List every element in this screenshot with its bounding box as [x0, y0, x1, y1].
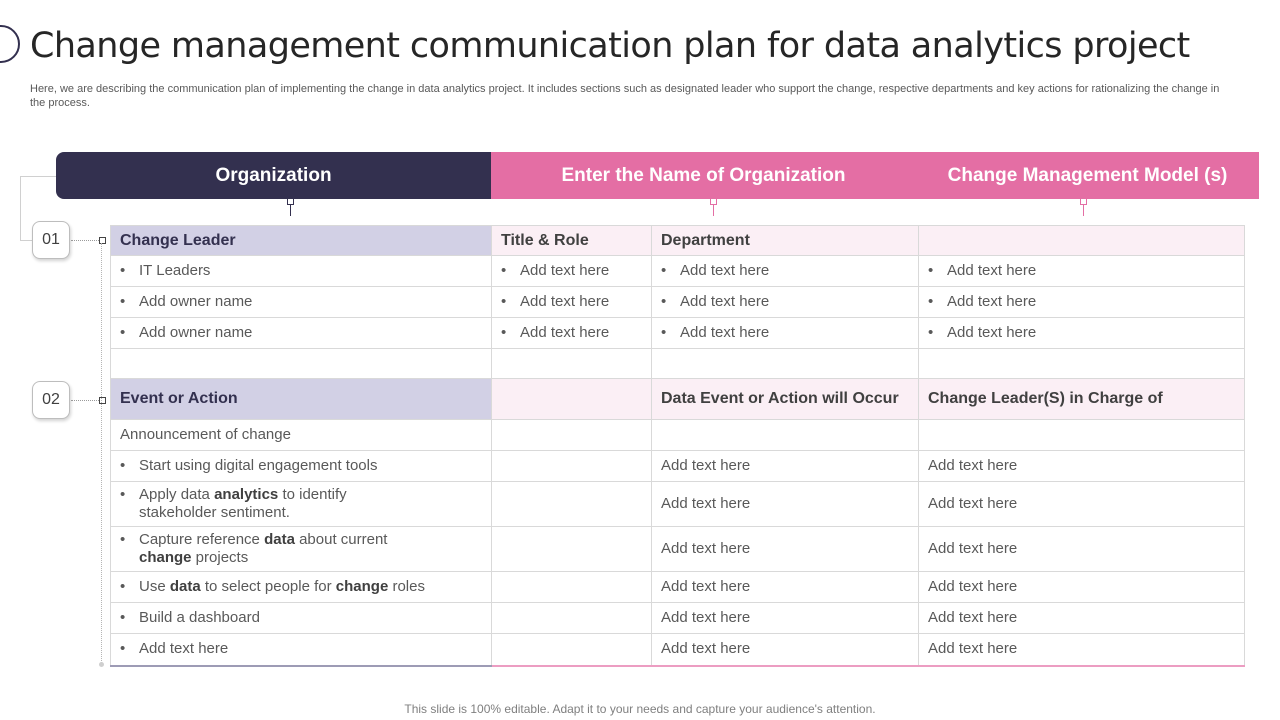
step-02-connector: [71, 400, 101, 401]
change-model-pin: [1083, 198, 1084, 216]
connector-line: [20, 240, 32, 241]
cell-event: [111, 482, 492, 527]
department-text: • Add text here: [661, 262, 909, 280]
event-text: • Apply data analytics to identify stakeholder sentiment.: [120, 486, 482, 522]
cell-department: [652, 256, 919, 287]
header-event-action: Event or Action: [111, 379, 492, 420]
table-header-row: [111, 379, 1245, 420]
title-role-text: • Add text here: [501, 262, 642, 280]
timeline-end-dot: [99, 662, 104, 667]
cell-event-occur: Add text here: [652, 527, 919, 572]
header-department: Department: [652, 226, 919, 256]
cell-event: [111, 603, 492, 634]
event-text: • Use data to select people for change roles: [120, 578, 482, 596]
event-text: • Add text here: [120, 640, 482, 658]
organization-name-banner: Enter the Name of Organization: [491, 152, 916, 199]
cell-event-occur: Add text here: [652, 572, 919, 603]
cell-department: [652, 318, 919, 349]
header-blank: [492, 379, 652, 420]
table-row: [111, 482, 1245, 527]
header-event-occur: Data Event or Action will Occur: [652, 379, 919, 420]
footer-note: This slide is 100% editable. Adapt it to your needs and capture your audience's attention.: [404, 702, 876, 716]
table-row: [111, 603, 1245, 634]
cell-announcement: Announcement of change: [111, 420, 492, 451]
cell-leader-in-charge: Add text here: [919, 482, 1245, 527]
cell-event: [111, 527, 492, 572]
communication-plan-table: [110, 225, 1245, 667]
event-text: • Capture reference data about current change projects: [120, 531, 482, 567]
header-title-role: Title & Role: [492, 226, 652, 256]
table-row: [111, 634, 1245, 666]
event-text: • Start using digital engagement tools: [120, 457, 482, 475]
table-row: [111, 420, 1245, 451]
cell-leader: [111, 287, 492, 318]
cell-title-role: [492, 287, 652, 318]
title-role-text: • Add text here: [501, 293, 642, 311]
cell-title-role: [492, 256, 652, 287]
department-text: • Add text here: [661, 293, 909, 311]
step-badge-01: 01: [32, 221, 70, 259]
table-header-row: [111, 226, 1245, 256]
header-extra: [919, 226, 1245, 256]
cell-event-occur: Add text here: [652, 603, 919, 634]
cell-leader-in-charge: Add text here: [919, 451, 1245, 482]
table-row: [111, 451, 1245, 482]
leader-text: • IT Leaders: [120, 262, 482, 280]
event-text: • Build a dashboard: [120, 609, 482, 627]
header-leader-in-charge: Change Leader(S) in Charge of: [919, 379, 1245, 420]
extra-text: • Add text here: [928, 324, 1235, 342]
change-model-banner: Change Management Model (s): [916, 152, 1259, 199]
organization-name-pin: [713, 198, 714, 216]
cell-event-occur: Add text here: [652, 451, 919, 482]
cell-extra: [919, 287, 1245, 318]
cell-extra: [919, 256, 1245, 287]
timeline-line: [101, 243, 102, 665]
cell-extra: [919, 318, 1245, 349]
cell-leader-in-charge: Add text here: [919, 603, 1245, 634]
cell-event: [111, 634, 492, 666]
header-change-leader: Change Leader: [111, 226, 492, 256]
table-row: [111, 572, 1245, 603]
table-row: [111, 287, 1245, 318]
organization-pin: [290, 198, 291, 216]
extra-text: • Add text here: [928, 262, 1235, 280]
table-row: [111, 527, 1245, 572]
cell-leader-in-charge: Add text here: [919, 527, 1245, 572]
cell-leader-in-charge: Add text here: [919, 634, 1245, 666]
leader-text: • Add owner name: [120, 324, 482, 342]
cell-title-role: [492, 318, 652, 349]
step-01-connector: [71, 240, 101, 241]
table-row: [111, 256, 1245, 287]
cell-event-occur: Add text here: [652, 634, 919, 666]
department-text: • Add text here: [661, 324, 909, 342]
table-row: [111, 318, 1245, 349]
cell-leader: [111, 318, 492, 349]
cell-event: [111, 572, 492, 603]
step-badge-02: 02: [32, 381, 70, 419]
cell-department: [652, 287, 919, 318]
cell-event: [111, 451, 492, 482]
decorative-circle: [0, 25, 20, 63]
cell-leader-in-charge: Add text here: [919, 572, 1245, 603]
cell-event-occur: Add text here: [652, 482, 919, 527]
cell-leader: [111, 256, 492, 287]
organization-banner: Organization: [56, 152, 491, 199]
page-description: Here, we are describing the communication plan of implementing the change in data analytics project. It includes sections such as designated leader who support the change, respective departments and key actions for rationalizing the change in the process.: [30, 83, 1220, 109]
extra-text: • Add text here: [928, 293, 1235, 311]
page-title: Change management communication plan for data analytics project: [30, 26, 1190, 66]
title-role-text: • Add text here: [501, 324, 642, 342]
table-spacer-row: [111, 349, 1245, 379]
leader-text: • Add owner name: [120, 293, 482, 311]
